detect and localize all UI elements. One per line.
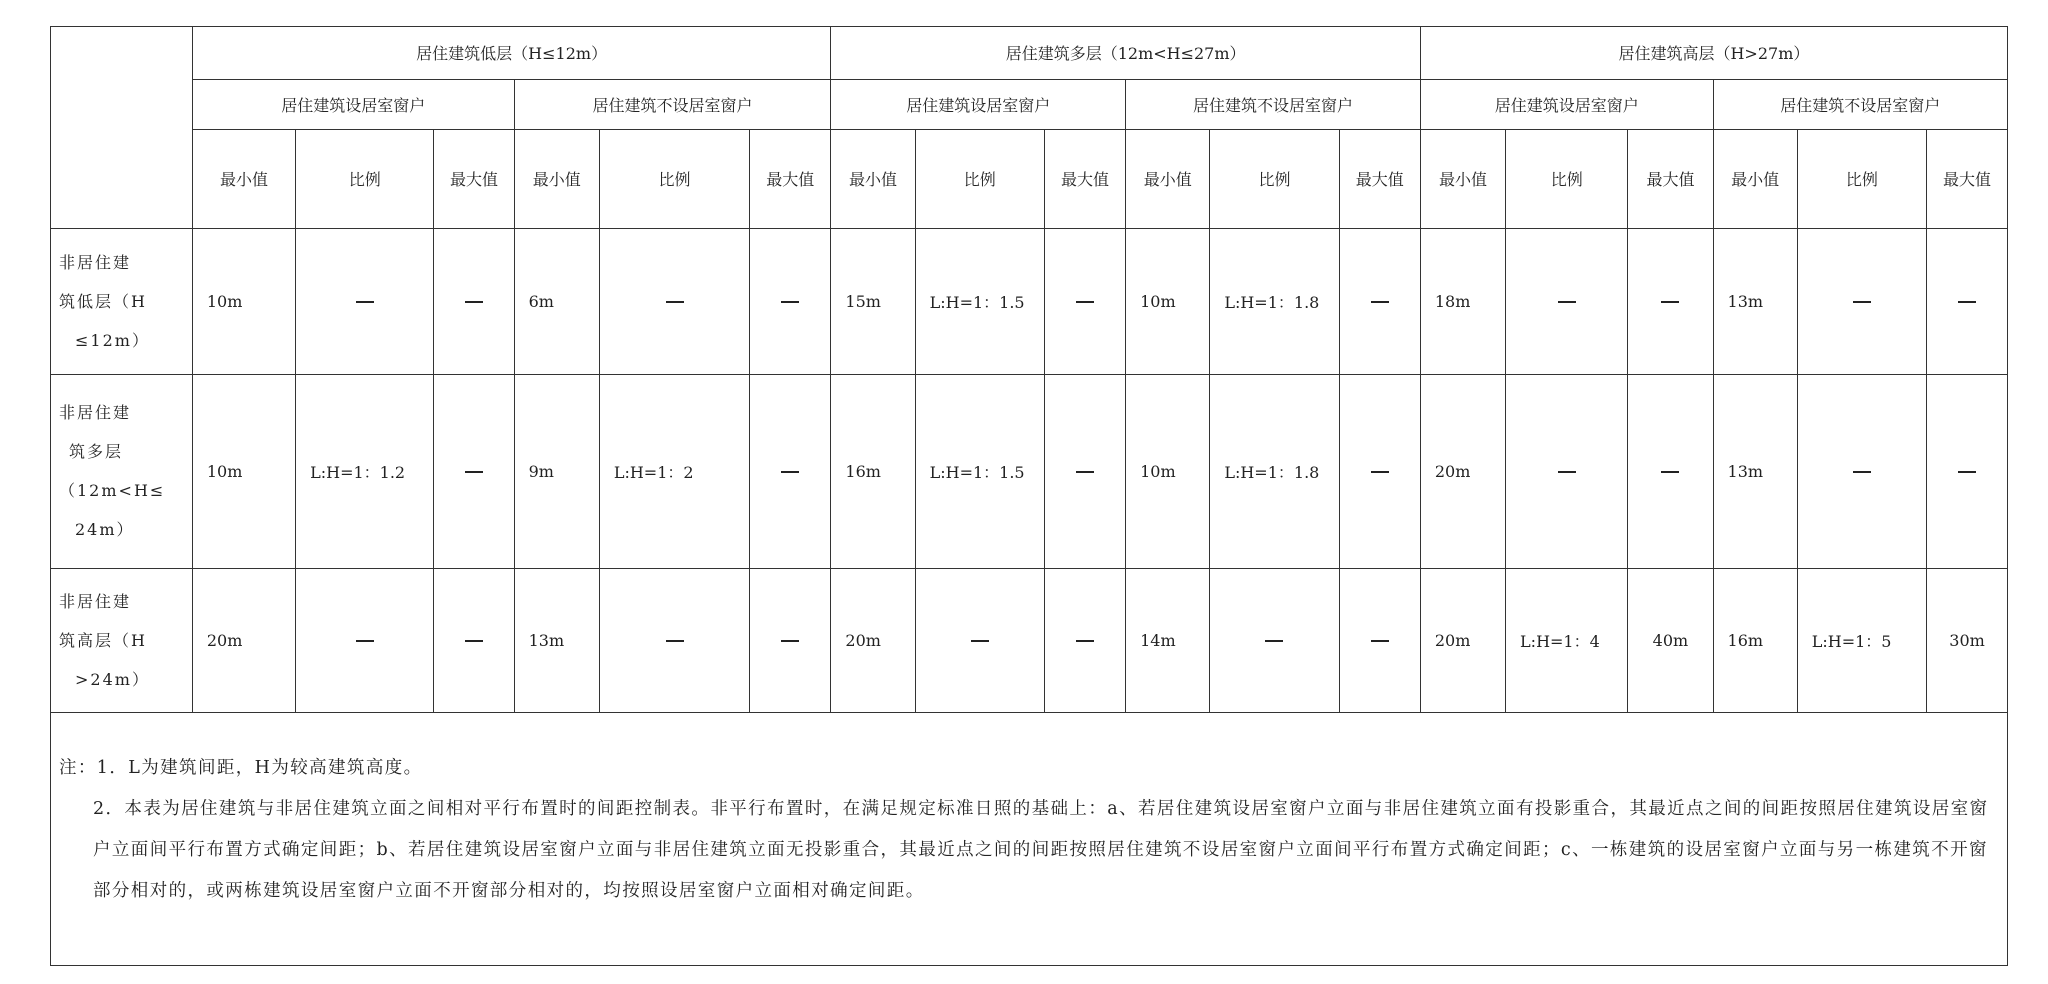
cell-none xyxy=(1506,374,1628,568)
dash-mark xyxy=(1076,471,1094,473)
dash-mark xyxy=(1558,471,1576,473)
corner-cell xyxy=(51,27,192,228)
cell-ratio: L:H=1：5 xyxy=(1797,568,1926,712)
group-header-mid: 居住建筑多层（12m<H≤27m） xyxy=(831,27,1420,79)
row-header-line: （12m<H≤ xyxy=(59,481,166,500)
row-header-line: 非居住建 xyxy=(59,252,132,272)
cell-min: 10m xyxy=(192,374,295,568)
cell-min: 13m xyxy=(1713,374,1797,568)
dash-mark xyxy=(1558,301,1576,303)
dash-mark xyxy=(1076,640,1094,642)
row-header xyxy=(51,228,192,374)
cell-min: 20m xyxy=(831,568,915,712)
dash-mark xyxy=(1958,301,1976,303)
col-header-max: 最大值 xyxy=(1927,129,2007,228)
cell-none xyxy=(434,228,514,374)
cell-max: 40m xyxy=(1628,568,1713,712)
col-header-min: 最小值 xyxy=(192,129,295,228)
cell-min: 13m xyxy=(1713,228,1797,374)
col-header-min: 最小值 xyxy=(1126,129,1210,228)
cell-none xyxy=(1927,228,2007,374)
note-1: 注：1．L为建筑间距，H为较高建筑高度。 xyxy=(59,758,423,778)
row-header-line: 非居住建 xyxy=(59,403,132,422)
row-header-line: ≤12m） xyxy=(75,330,150,350)
cell-none xyxy=(1044,374,1125,568)
cell-min: 16m xyxy=(831,374,915,568)
dash-mark xyxy=(1661,301,1679,303)
row-header-line: 筑低层（H xyxy=(59,291,147,311)
dash-mark xyxy=(971,640,989,642)
cell-none xyxy=(1927,374,2007,568)
cell-none xyxy=(599,228,749,374)
cell-none xyxy=(1339,228,1420,374)
row-header-line: 筑高层（H xyxy=(59,630,147,650)
col-header-max: 最大值 xyxy=(1339,129,1420,228)
cell-ratio: L:H=1：2 xyxy=(599,374,749,568)
col-header-max: 最大值 xyxy=(1628,129,1713,228)
col-header-ratio: 比例 xyxy=(1797,129,1926,228)
col-header-min: 最小值 xyxy=(514,129,599,228)
cell-min: 16m xyxy=(1713,568,1797,712)
col-header-ratio: 比例 xyxy=(1210,129,1339,228)
cell-none xyxy=(1797,228,1926,374)
dash-mark xyxy=(666,640,684,642)
cell-none xyxy=(434,374,514,568)
col-header-max: 最大值 xyxy=(1044,129,1125,228)
cell-min: 13m xyxy=(514,568,599,712)
header-row-subgroups xyxy=(51,79,2007,129)
dash-mark xyxy=(1853,301,1871,303)
subgroup-header: 居住建筑设居室窗户 xyxy=(192,79,514,129)
cell-min: 14m xyxy=(1126,568,1210,712)
cell-none xyxy=(1210,568,1339,712)
dash-mark xyxy=(781,471,799,473)
cell-ratio: L:H=1：1.5 xyxy=(915,374,1044,568)
cell-min: 10m xyxy=(1126,374,1210,568)
col-header-min: 最小值 xyxy=(831,129,915,228)
spacing-control-table-frame xyxy=(50,26,2008,966)
cell-none xyxy=(1044,228,1125,374)
group-header-high: 居住建筑高层（H>27m） xyxy=(1420,27,2007,79)
cell-none xyxy=(1044,568,1125,712)
row-header-line: 筑多层 xyxy=(69,442,124,461)
cell-ratio: L:H=1：1.5 xyxy=(915,228,1044,374)
dash-mark xyxy=(666,301,684,303)
cell-none xyxy=(1339,374,1420,568)
cell-none xyxy=(1628,374,1713,568)
group-header-low: 居住建筑低层（H≤12m） xyxy=(192,27,831,79)
table-row xyxy=(51,228,2007,374)
cell-min: 6m xyxy=(514,228,599,374)
dash-mark xyxy=(465,301,483,303)
cell-min: 18m xyxy=(1420,228,1505,374)
dash-mark xyxy=(781,640,799,642)
dash-mark xyxy=(1371,640,1389,642)
cell-none xyxy=(750,228,831,374)
cell-min: 10m xyxy=(1126,228,1210,374)
dash-mark xyxy=(356,301,374,303)
dash-mark xyxy=(465,471,483,473)
cell-none xyxy=(296,568,434,712)
table-row xyxy=(51,568,2007,712)
subgroup-header: 居住建筑不设居室窗户 xyxy=(1713,79,2007,129)
col-header-ratio: 比例 xyxy=(599,129,749,228)
dash-mark xyxy=(1076,301,1094,303)
dash-mark xyxy=(1853,471,1871,473)
subgroup-header: 居住建筑设居室窗户 xyxy=(831,79,1126,129)
cell-none xyxy=(1339,568,1420,712)
dash-mark xyxy=(1661,471,1679,473)
table-row xyxy=(51,374,2007,568)
cell-none xyxy=(434,568,514,712)
spacing-control-table xyxy=(51,27,2007,713)
header-row-groups xyxy=(51,27,2007,79)
cell-none xyxy=(1797,374,1926,568)
subgroup-header: 居住建筑不设居室窗户 xyxy=(514,79,831,129)
cell-none xyxy=(1506,228,1628,374)
dash-mark xyxy=(356,640,374,642)
cell-ratio: L:H=1：1.8 xyxy=(1210,374,1339,568)
table-notes xyxy=(51,738,2009,912)
col-header-ratio: 比例 xyxy=(296,129,434,228)
cell-none xyxy=(1628,228,1713,374)
dash-mark xyxy=(1958,471,1976,473)
dash-mark xyxy=(465,640,483,642)
col-header-ratio: 比例 xyxy=(915,129,1044,228)
cell-none xyxy=(750,568,831,712)
cell-min: 10m xyxy=(192,228,295,374)
col-header-min: 最小值 xyxy=(1420,129,1505,228)
dash-mark xyxy=(1371,471,1389,473)
cell-max: 30m xyxy=(1927,568,2007,712)
col-header-min: 最小值 xyxy=(1713,129,1797,228)
cell-min: 15m xyxy=(831,228,915,374)
cell-ratio: L:H=1：1.2 xyxy=(296,374,434,568)
cell-ratio: L:H=1：1.8 xyxy=(1210,228,1339,374)
cell-none xyxy=(750,374,831,568)
row-header-line: >24m） xyxy=(75,669,150,689)
dash-mark xyxy=(781,301,799,303)
cell-none xyxy=(599,568,749,712)
header-row-columns xyxy=(51,129,2007,228)
cell-ratio: L:H=1：4 xyxy=(1506,568,1628,712)
cell-min: 20m xyxy=(192,568,295,712)
note-2: 2．本表为居住建筑与非居住建筑立面之间相对平行布置时的间距控制表。非平行布置时，在满足规定标准日照的基础上：a、若居住建筑设居室窗户立面与非居住建筑立面有投影重合，其最近点之间的间距按照居住建筑设居室窗户立面间平行布置方式确定间距；b、若居住建筑设居室窗户立面与非居住建筑立面无投影重合，其最近点之间的间距按照居住建筑不设居室窗户立面间平行布置方式确定间距；c、一栋建筑的设居室窗户立面与另一栋建筑不开窗部分相对的，或两栋建筑设居室窗户立面不开窗部分相对的，均按照设居室窗户立面相对确定间距。 xyxy=(93,799,1989,901)
row-header-line: 24m） xyxy=(75,520,135,539)
cell-none xyxy=(296,228,434,374)
cell-min: 20m xyxy=(1420,374,1505,568)
cell-min: 20m xyxy=(1420,568,1505,712)
row-header xyxy=(51,374,192,568)
subgroup-header: 居住建筑设居室窗户 xyxy=(1420,79,1713,129)
cell-min: 9m xyxy=(514,374,599,568)
row-header xyxy=(51,568,192,712)
dash-mark xyxy=(1265,640,1283,642)
col-header-max: 最大值 xyxy=(750,129,831,228)
dash-mark xyxy=(1371,301,1389,303)
col-header-ratio: 比例 xyxy=(1506,129,1628,228)
col-header-max: 最大值 xyxy=(434,129,514,228)
subgroup-header: 居住建筑不设居室窗户 xyxy=(1126,79,1421,129)
cell-none xyxy=(915,568,1044,712)
row-header-line: 非居住建 xyxy=(59,591,132,611)
